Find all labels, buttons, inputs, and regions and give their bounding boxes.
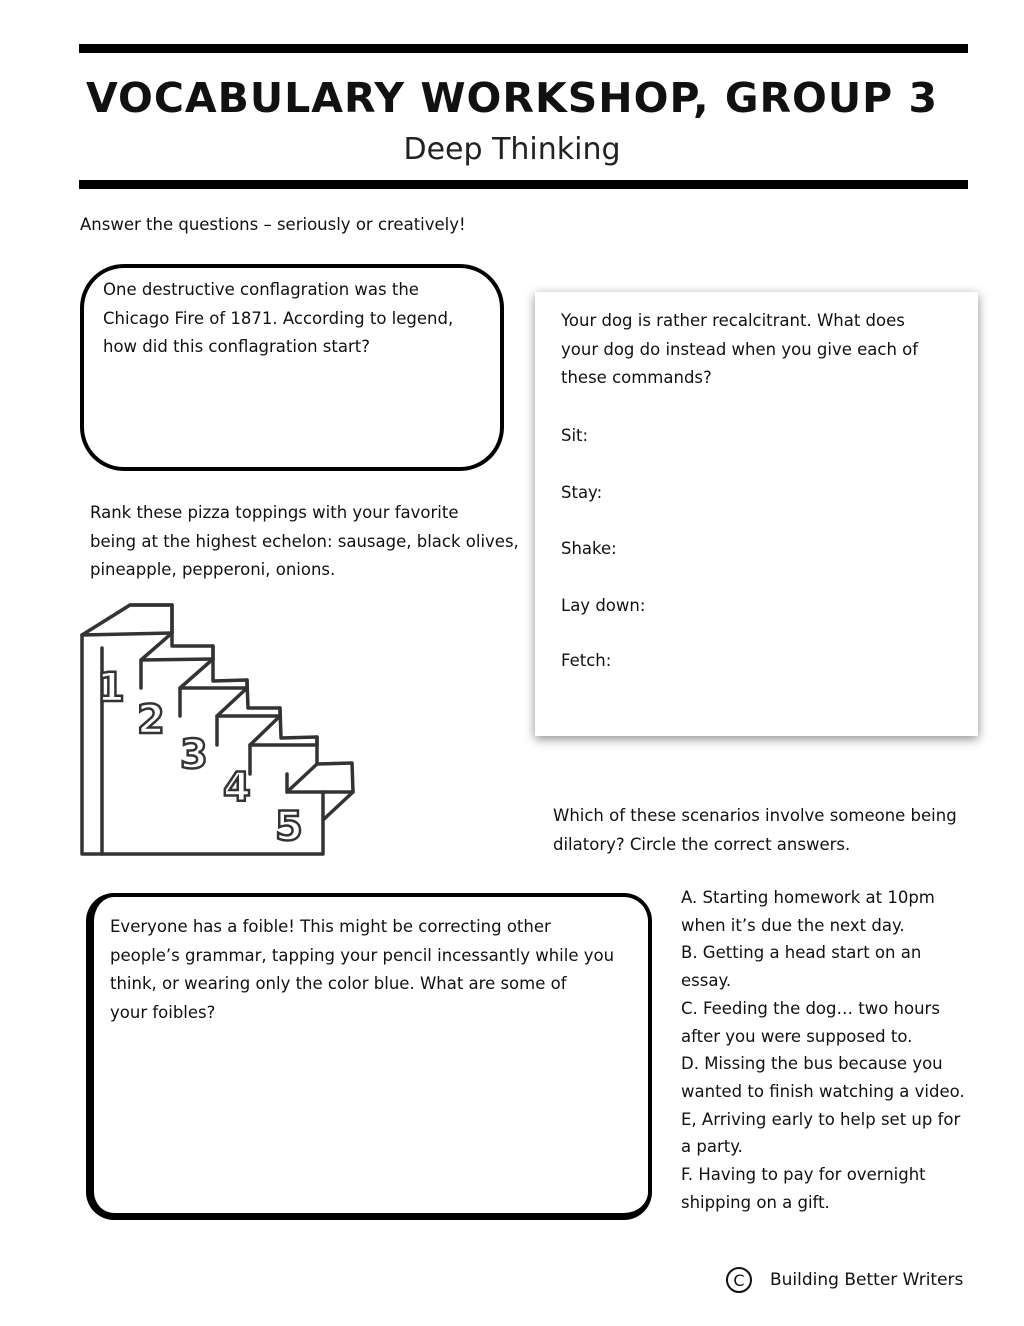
- stair-number-2: 2: [137, 697, 165, 743]
- command-fetch: Fetch:: [561, 651, 612, 670]
- dilatory-option-d[interactable]: D. Missing the bus because you wanted to finish watching a video.: [681, 1054, 965, 1101]
- ranking-stairs-illustration: [75, 598, 365, 863]
- credit-text: Building Better Writers: [770, 1270, 964, 1290]
- recalcitrant-question: Your dog is rather recalcitrant. What does your dog do instead when you give each of these commands?: [561, 311, 919, 387]
- dilatory-option-f[interactable]: F. Having to pay for overnight shipping on a gift.: [681, 1165, 926, 1212]
- instructions: Answer the questions – seriously or creatively!: [80, 215, 466, 234]
- page-title: VOCABULARY WORKSHOP, GROUP 3: [85, 74, 939, 122]
- copyright-icon: C: [726, 1267, 752, 1293]
- command-lay-down: Lay down:: [561, 596, 646, 615]
- stair-number-5: 5: [275, 804, 303, 850]
- stair-number-4: 4: [223, 765, 251, 811]
- page-subtitle: Deep Thinking: [403, 132, 621, 167]
- stair-number-3: 3: [180, 732, 208, 778]
- foible-question: Everyone has a foible! This might be correcting other people’s grammar, tapping your pencil incessantly while you think, or wearing only the color blue. What are some of your foibles?: [110, 917, 615, 1022]
- footer-credit: [726, 1263, 963, 1297]
- conflagration-question: One destructive conflagration was the Chicago Fire of 1871. According to legend, how did this conflagration start?: [103, 280, 454, 356]
- command-shake: Shake:: [561, 539, 617, 558]
- top-rule: [79, 44, 968, 53]
- echelon-question: Rank these pizza toppings with your favorite being at the highest echelon: sausage, black olives, pineapple, pepperoni, onions.: [90, 503, 519, 579]
- dilatory-question: Which of these scenarios involve someone being dilatory? Circle the correct answers.: [553, 806, 957, 854]
- stair-number-1: 1: [97, 665, 125, 711]
- command-sit: Sit:: [561, 426, 589, 445]
- dilatory-option-b[interactable]: B. Getting a head start on an essay.: [681, 943, 922, 991]
- dilatory-option-c[interactable]: C. Feeding the dog… two hours after you were supposed to.: [681, 998, 940, 1046]
- command-stay: Stay:: [561, 483, 603, 502]
- dilatory-option-a[interactable]: A. Starting homework at 10pm when it’s due the next day.: [681, 888, 935, 935]
- dilatory-option-e[interactable]: E, Arriving early to help set up for a party.: [681, 1109, 961, 1157]
- dilatory-options: [681, 884, 965, 1216]
- header-bottom-rule: [79, 180, 968, 189]
